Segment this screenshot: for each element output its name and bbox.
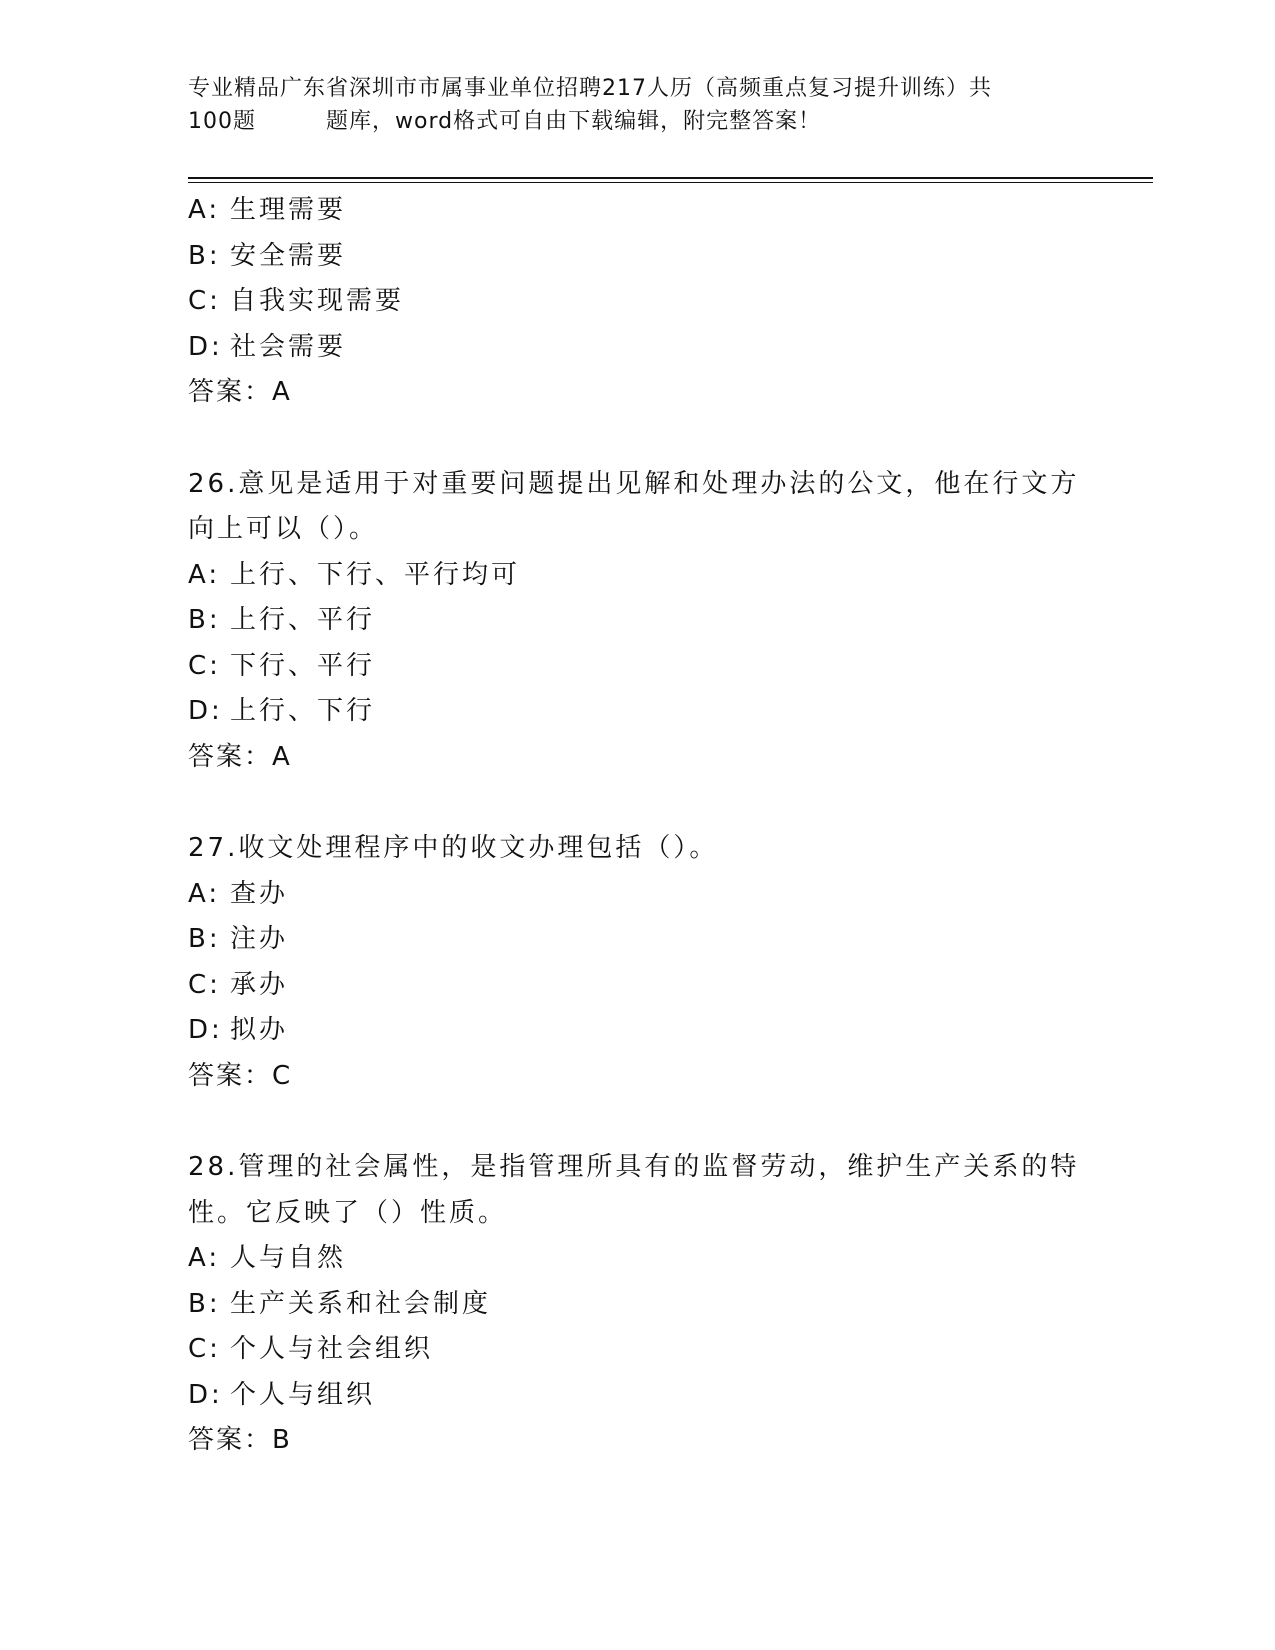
option-text: 个人与社会组织 [230,1334,434,1364]
option-letter: A: [188,878,221,909]
header-rule-thick [188,177,1153,179]
question-list [188,188,1088,1464]
option-letter: A: [188,195,221,225]
option-text: 安全需要 [230,240,347,271]
option-letter: C: [188,286,221,316]
option-text: 下行、平行 [230,650,376,681]
option-text: 上行、下行、平行均可 [230,559,521,590]
option-c [188,963,1088,1009]
option-letter: D: [188,696,223,726]
question-27 [188,826,1088,1099]
option-letter: C: [188,969,221,1000]
option-text: 生产关系和社会制度 [230,1288,492,1319]
header-question-count: 100题 [188,109,256,134]
option-letter: D: [188,331,223,362]
option-text: 自我实现需要 [230,286,405,316]
option-d [188,689,1088,735]
question-stem: 26.意见是适用于对重要问题提出见解和处理办法的公文，他在行文方 [188,468,1080,499]
option-b [188,598,1088,644]
option-letter: A: [188,559,221,590]
option-text: 注办 [230,924,289,954]
option-text: 上行、下行 [230,696,376,726]
option-a [188,188,1088,234]
answer: 答案：C [188,1060,293,1091]
option-letter: D: [188,1015,223,1045]
option-letter: B: [188,924,221,954]
option-letter: D: [188,1379,223,1410]
option-c [188,644,1088,690]
option-text: 上行、平行 [230,605,376,635]
question-28 [188,1145,1088,1464]
option-text: 社会需要 [230,331,347,362]
option-letter: B: [188,605,221,635]
option-letter: C: [188,650,221,681]
answer: 答案：A [188,741,292,772]
option-text: 查办 [230,878,289,909]
answer: 答案：A [188,377,292,407]
header-line-1: 专业精品广东省深圳市市属事业单位招聘217人历（高频重点复习提升训练）共 [188,76,992,101]
question-stem: 27.收文处理程序中的收文办理包括（）。 [188,833,719,863]
option-c [188,279,1088,325]
option-a [188,1236,1088,1282]
option-a [188,872,1088,918]
option-d [188,1373,1088,1419]
option-text: 承办 [230,969,289,1000]
header-line-2 [188,105,1068,138]
answer: 答案：B [188,1425,292,1455]
question-26 [188,462,1088,781]
option-letter: B: [188,240,221,271]
option-d [188,1008,1088,1054]
option-letter: C: [188,1334,221,1364]
option-b [188,234,1088,280]
question-stem-continued: 性。它反映了（）性质。 [188,1197,508,1228]
header-description: 题库，word格式可自由下载编辑，附完整答案！ [326,109,822,134]
option-text: 拟办 [230,1015,289,1045]
option-b [188,917,1088,963]
option-text: 个人与组织 [230,1379,376,1410]
option-d [188,325,1088,371]
option-b [188,1282,1088,1328]
question-stem: 28.管理的社会属性，是指管理所具有的监督劳动，维护生产关系的特 [188,1152,1080,1182]
question-25-continued [188,188,1088,416]
option-c [188,1327,1088,1373]
option-text: 生理需要 [230,195,347,225]
option-letter: A: [188,1243,221,1273]
question-stem-continued: 向上可以（）。 [188,514,379,544]
page-header [188,72,1068,138]
option-letter: B: [188,1288,221,1319]
option-text: 人与自然 [230,1243,347,1273]
header-rule-thin [188,182,1153,183]
option-a [188,553,1088,599]
